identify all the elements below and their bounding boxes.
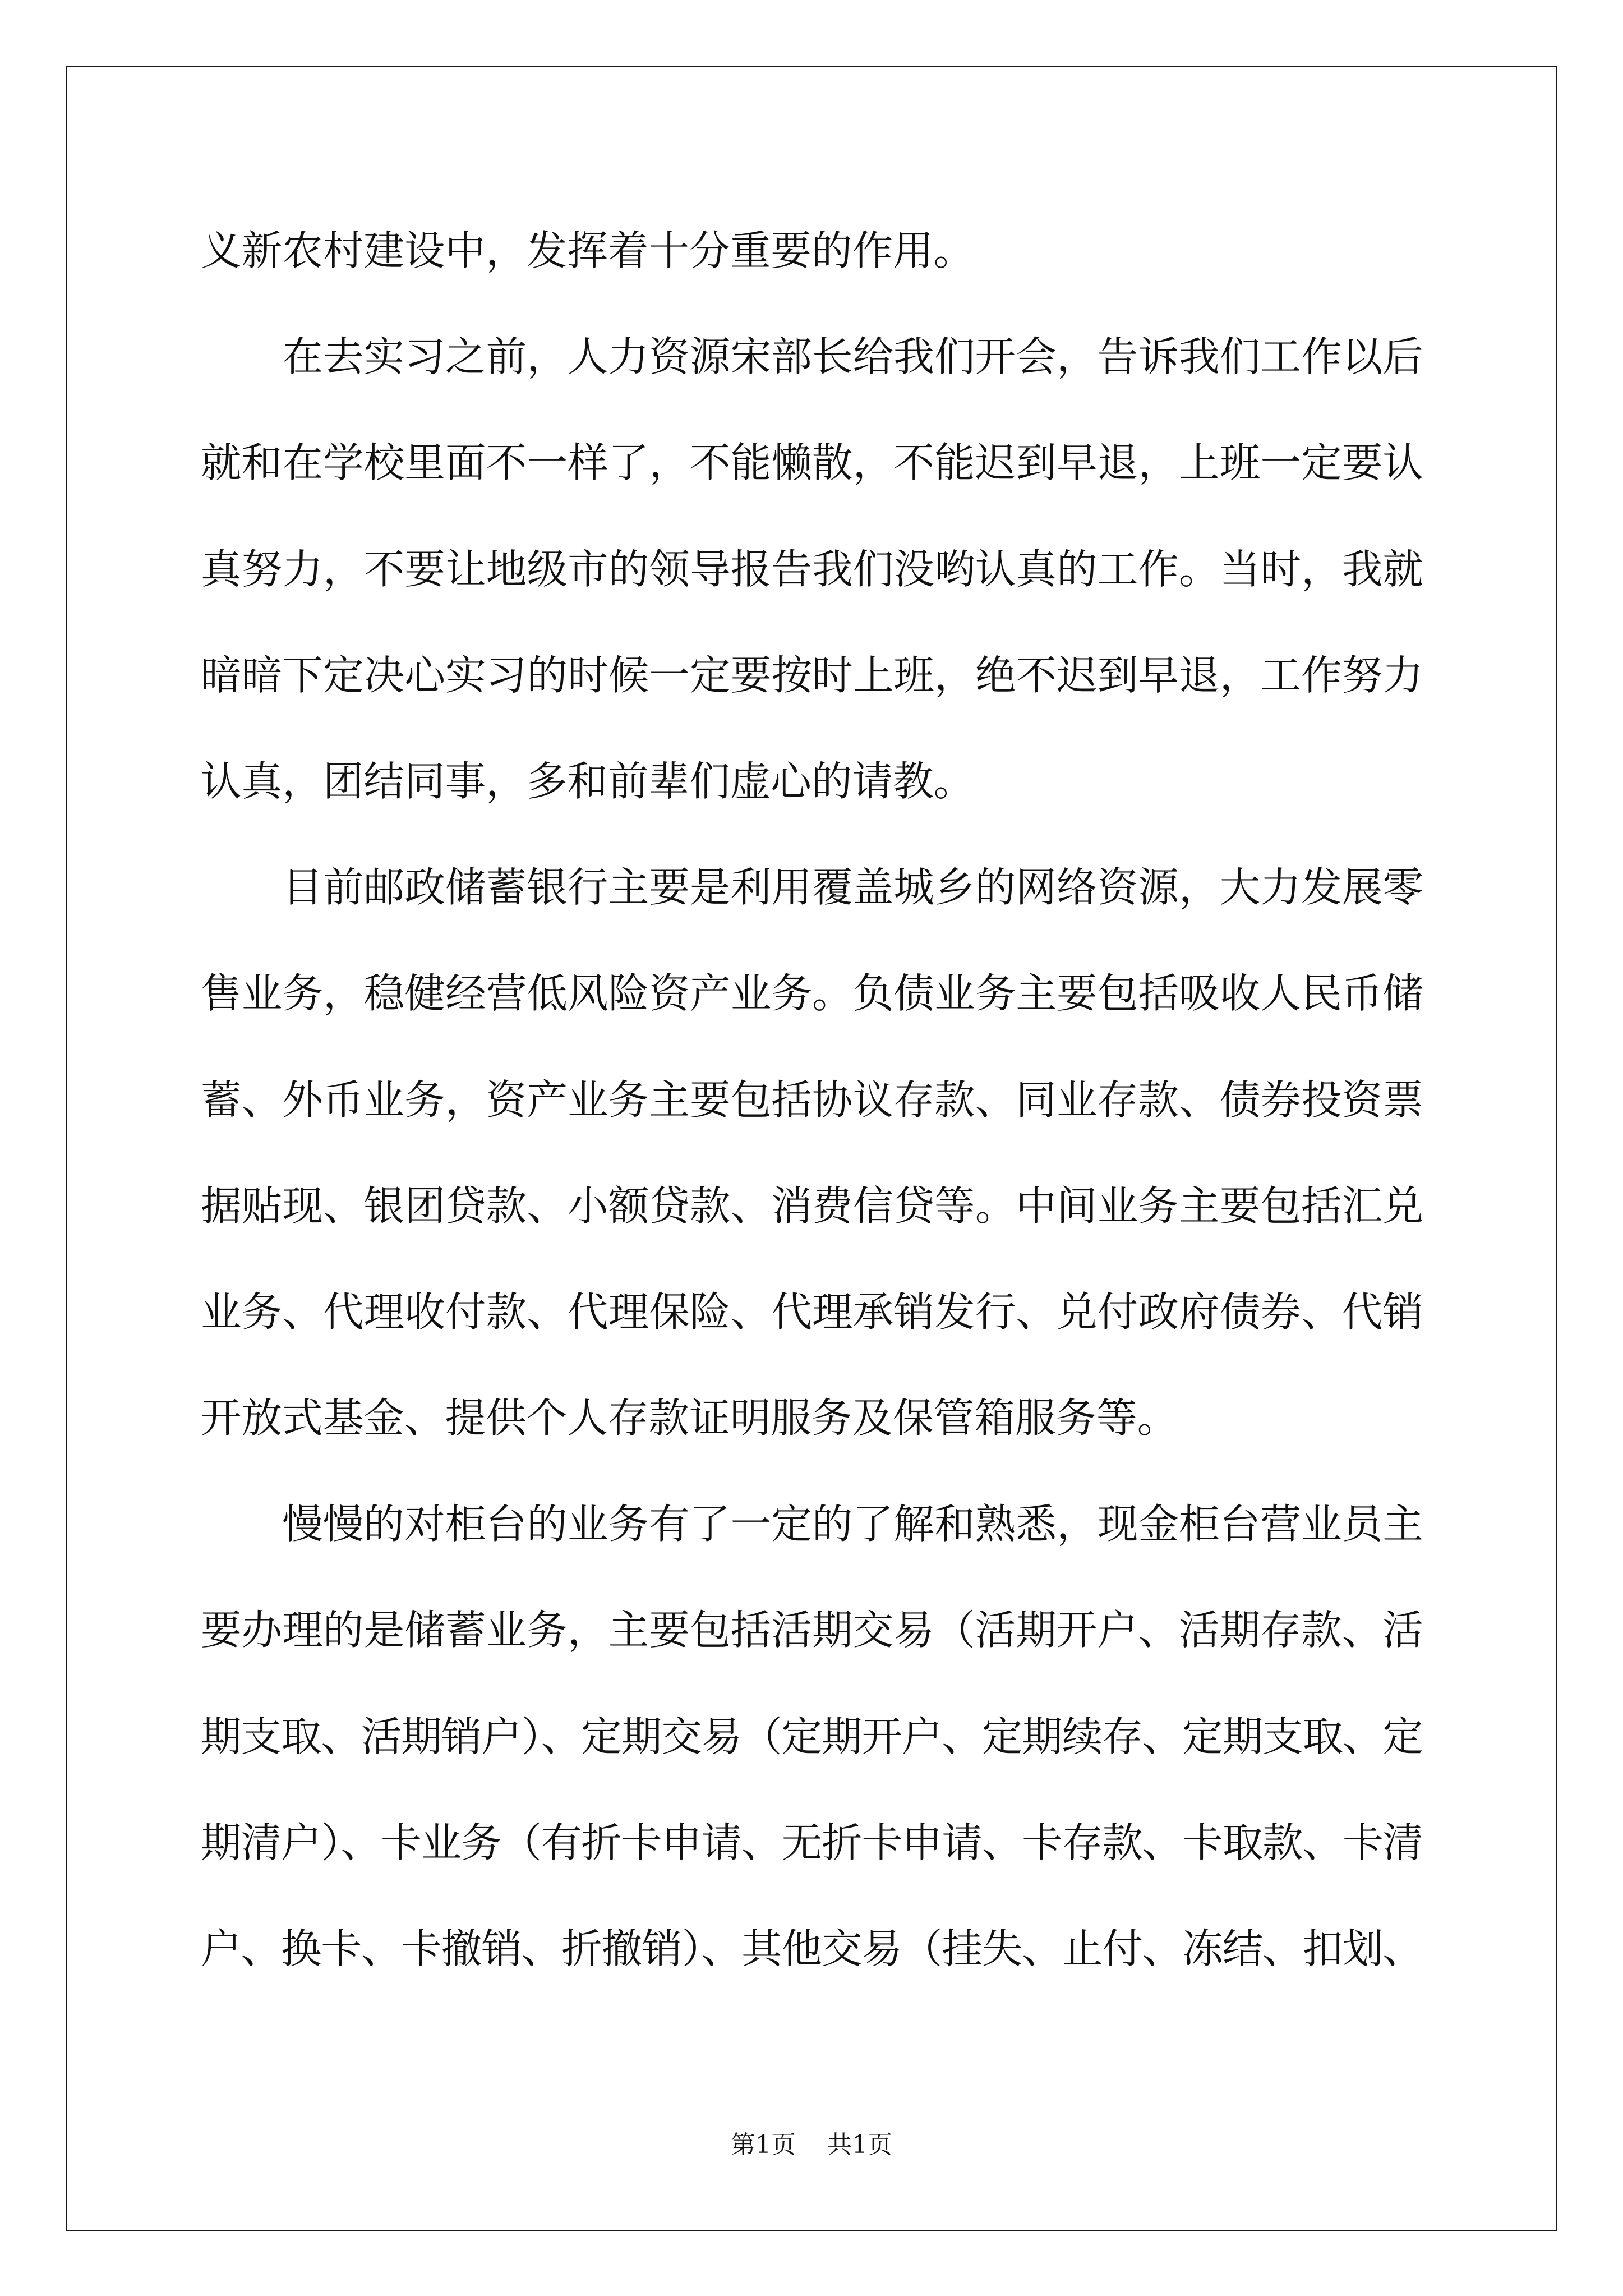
page-footer xyxy=(0,2128,1623,2162)
paragraph xyxy=(201,305,1423,835)
text-line: 售业务，稳健经营低风险资产业务。负债业务主要包括吸收人民币储 xyxy=(201,970,1424,1018)
text-line: 业务、代理收付款、代理保险、代理承销发行、兑付政府债券、代销 xyxy=(201,1289,1424,1336)
text-line: 据贴现、银团贷款、小额贷款、消费信贷等。中间业务主要包括汇兑 xyxy=(201,1182,1424,1230)
page-total-label: 共1页 xyxy=(827,2131,892,2159)
text-line: 义新农村建设中，发挥着十分重要的作用。 xyxy=(201,228,975,275)
text-line: 慢慢的对柜台的业务有了一定的了解和熟悉，现金柜台营业员主 xyxy=(282,1501,1424,1549)
text-line: 认真，团结同事，多和前辈们虚心的请教。 xyxy=(201,758,975,806)
paragraph xyxy=(201,199,1423,305)
document-body xyxy=(201,199,1423,2003)
text-line: 目前邮政储蓄银行主要是利用覆盖城乡的网络资源，大力发展零 xyxy=(282,864,1424,912)
text-line: 开放式基金、提供个人存款证明服务及保管箱服务等。 xyxy=(201,1395,1178,1443)
text-line: 要办理的是储蓄业务，主要包括活期交易（活期开户、活期存款、活 xyxy=(201,1607,1424,1655)
text-line: 户、换卡、卡撤销、折撤销）、其他交易（挂失、止付、冻结、扣划、 xyxy=(201,1926,1423,1973)
text-line: 期支取、活期销户）、定期交易（定期开户、定期续存、定期支取、定 xyxy=(201,1713,1423,1761)
text-line: 蓄、外币业务，资产业务主要包括协议存款、同业存款、债券投资票 xyxy=(201,1076,1424,1124)
text-line: 在去实习之前，人力资源宋部长给我们开会，告诉我们工作以后 xyxy=(282,334,1424,381)
text-line: 就和在学校里面不一样了，不能懒散，不能迟到早退，上班一定要认 xyxy=(201,440,1424,487)
paragraph xyxy=(201,835,1423,1472)
text-line: 期清户）、卡业务（有折卡申请、无折卡申请、卡存款、卡取款、卡清 xyxy=(201,1819,1423,1867)
text-line: 真努力，不要让地级市的领导报告我们没哟认真的工作。当时，我就 xyxy=(201,546,1424,593)
paragraph xyxy=(201,1472,1423,2003)
page-number-label: 第1页 xyxy=(731,2131,796,2159)
text-line: 暗暗下定决心实习的时候一定要按时上班，绝不迟到早退，工作努力 xyxy=(201,652,1424,700)
